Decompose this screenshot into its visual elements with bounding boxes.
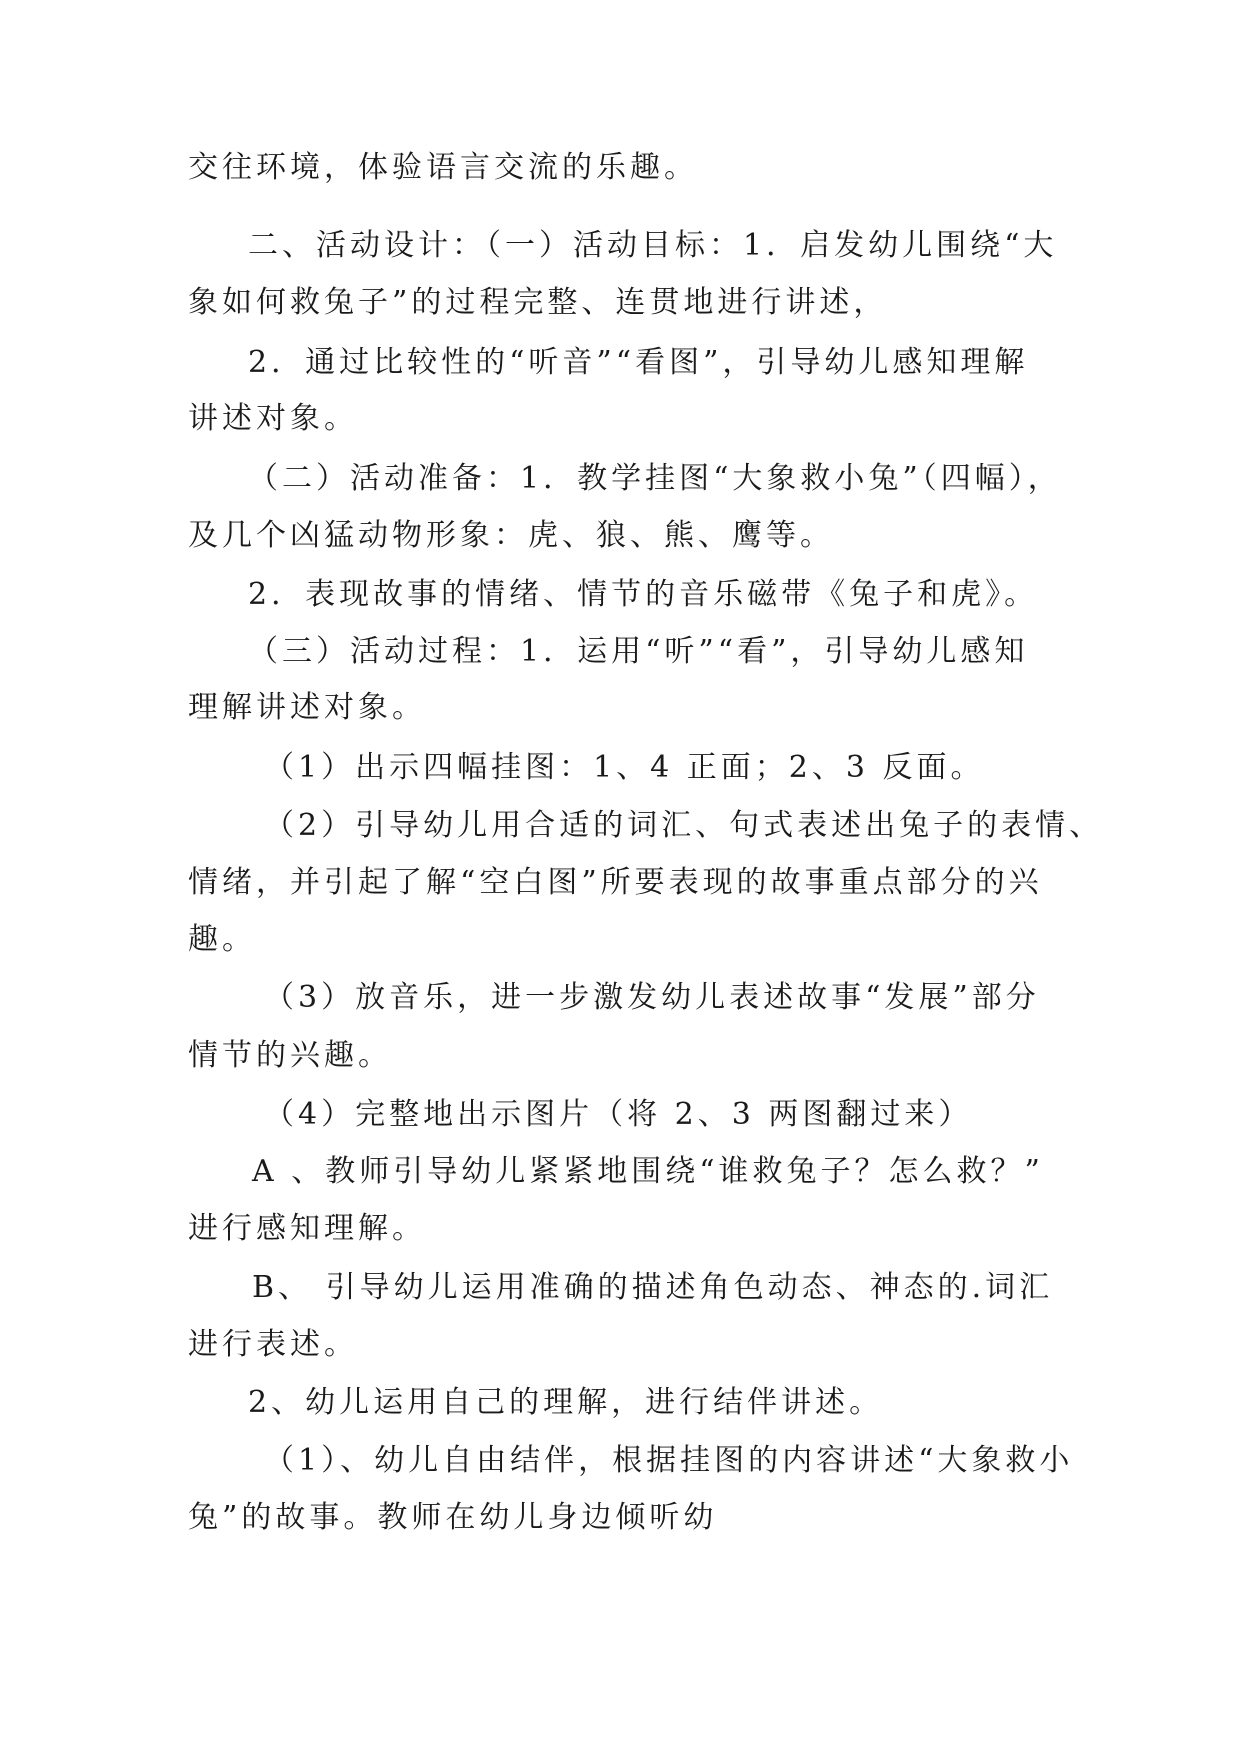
text-line: 2．表现故事的情绪、情节的音乐磁带《兔子和虎》。	[248, 577, 1039, 612]
text-line: （2）引导幼儿用合适的词汇、句式表述出兔子的表情、	[264, 808, 1104, 843]
text-line: 情绪，并引起了解“空白图”所要表现的故事重点部分的兴	[188, 865, 1043, 900]
text-line: （3）放音乐，进一步激发幼儿表述故事“发展”部分	[264, 980, 1040, 1015]
text-line: 进行感知理解。	[188, 1211, 426, 1246]
text-line: （1）、幼儿自由结伴，根据挂图的内容讲述“大象救小	[264, 1443, 1074, 1478]
text-line: 趣。	[188, 922, 256, 957]
text-line: 象如何救兔子”的过程完整、连贯地进行讲述，	[188, 285, 888, 320]
text-line: 进行表述。	[188, 1327, 358, 1362]
text-line: （4）完整地出示图片（将 2、3 两图翻过来）	[264, 1097, 973, 1132]
text-line: A 、教师引导幼儿紧紧地围绕“谁救兔子？怎么救？”	[252, 1154, 1044, 1189]
text-line: B、 引导幼儿运用准确的描述角色动态、神态的.词汇	[252, 1270, 1054, 1305]
text-line: 及几个凶猛动物形象：虎、狼、熊、鹰等。	[188, 518, 834, 553]
text-line: 2．通过比较性的“听音”“看图”，引导幼儿感知理解	[248, 345, 1029, 380]
text-line: （1）出示四幅挂图：1、4 正面；2、3 反面。	[264, 750, 985, 785]
text-line: 讲述对象。	[188, 401, 358, 436]
text-line: 理解讲述对象。	[188, 690, 426, 725]
text-line: 二、活动设计：（一）活动目标：1．启发幼儿围绕“大	[248, 228, 1058, 263]
text-line: 兔”的故事。教师在幼儿身边倾听幼	[188, 1500, 718, 1535]
text-line: 情节的兴趣。	[188, 1038, 392, 1073]
text-line: 交往环境，体验语言交流的乐趣。	[188, 150, 698, 185]
text-line: （二）活动准备：1．教学挂图“大象救小兔”（四幅），	[248, 461, 1062, 496]
text-line: 2、幼儿运用自己的理解，进行结伴讲述。	[248, 1385, 884, 1420]
text-line: （三）活动过程：1．运用“听”“看”，引导幼儿感知	[248, 634, 1029, 669]
